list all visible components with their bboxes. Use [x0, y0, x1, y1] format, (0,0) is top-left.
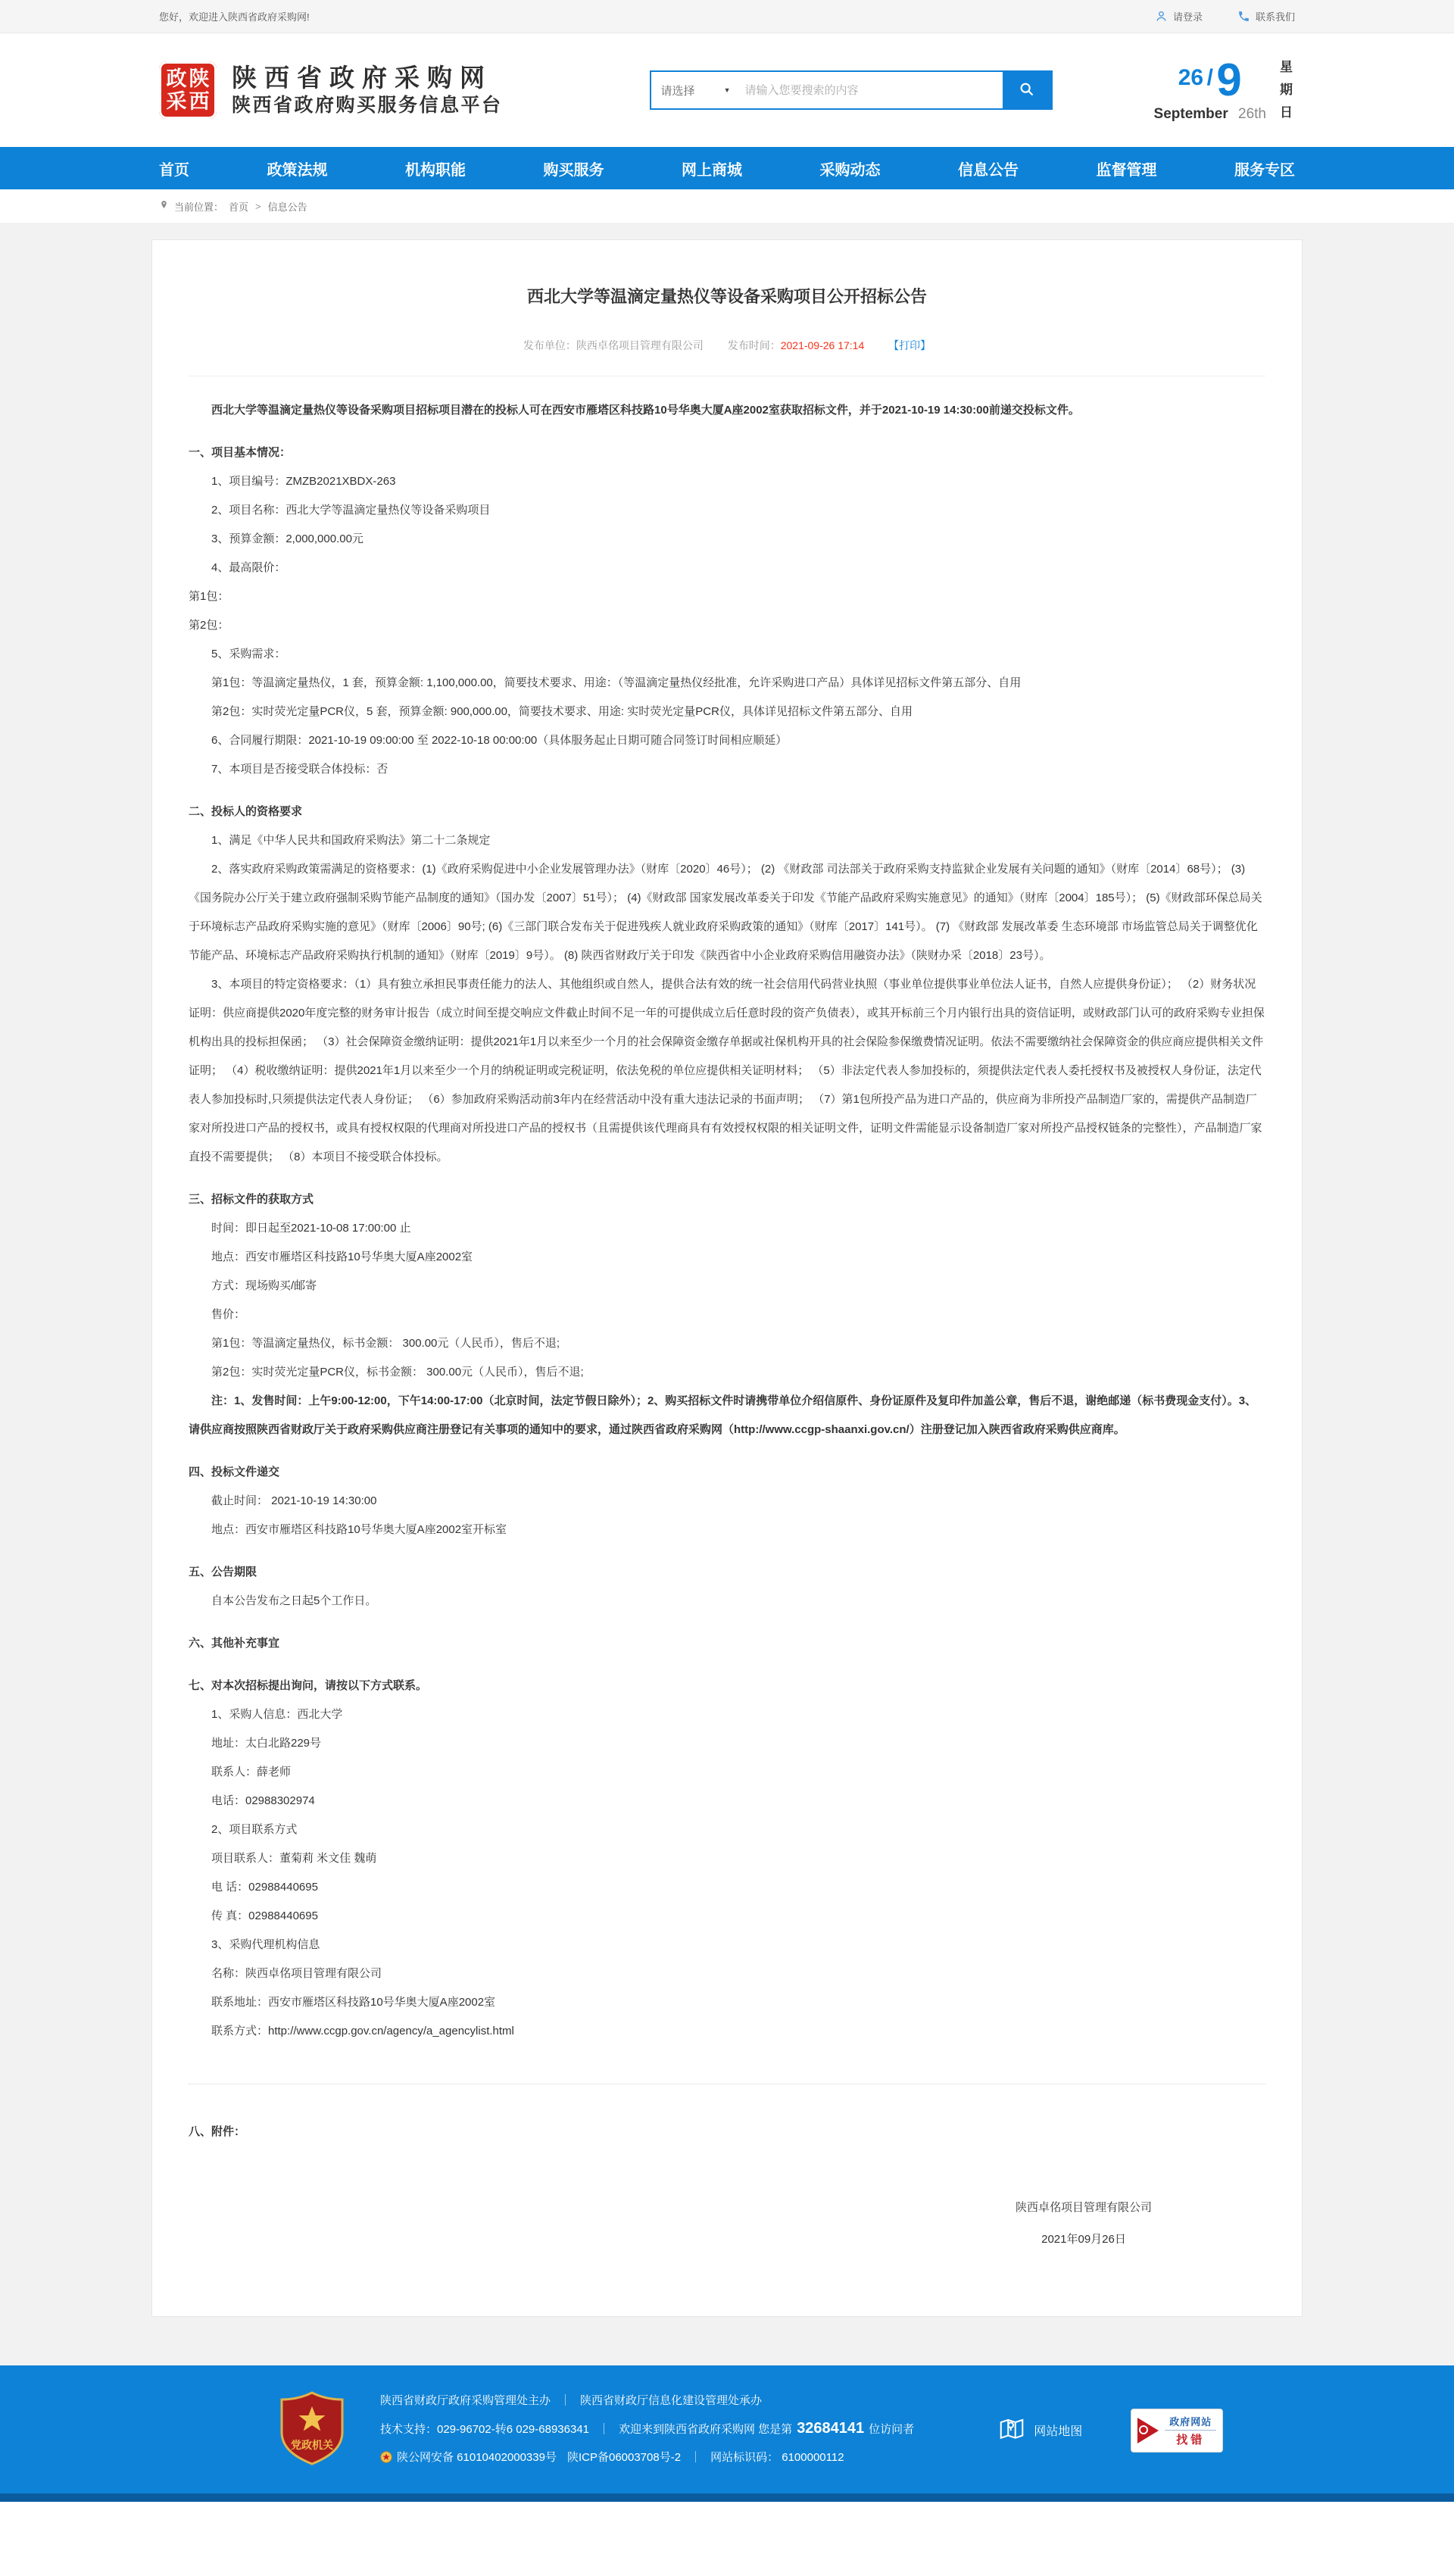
site-header: [0, 33, 1454, 147]
signature-block: [189, 2192, 1152, 2256]
breadcrumb-prefix: 当前位置：: [174, 201, 224, 213]
date-month-name: September: [1153, 106, 1228, 122]
article-paragraph: 第1包：等温滴定量热仪，1 套，预算金额: 1,100,000.00，简要技术要求、用途：（等温滴定量热仪经批准，允许采购进口产品）具体详见招标文件第五部分、自用: [211, 676, 1022, 689]
red-flag-magnifier-icon: [1137, 2418, 1159, 2443]
article-paragraph: 截止时间： 2021-10-19 14:30:00: [211, 1494, 377, 1507]
article-paragraph: 第2包：实时荧光定量PCR仪，标书金额： 300.00元（人民币），售后不退;: [211, 1366, 584, 1379]
article-paragraph: 方式：现场购买/邮寄: [211, 1279, 317, 1292]
nav-item[interactable]: 网上商城: [682, 161, 742, 179]
site-title: 陕西省政府采购网: [232, 63, 492, 92]
error-report-badge[interactable]: 政府网站 找错: [1131, 2409, 1223, 2453]
publisher-value: 陕西卓佲项目管理有限公司: [576, 339, 704, 351]
breadcrumb: 当前位置： 首页 > 信息公告: [159, 189, 1295, 223]
article-paragraph: 时间：即日起至2021-10-08 17:00:00 止: [211, 1222, 411, 1235]
search-bar: [650, 70, 1053, 110]
footer-bottom-strip: [0, 2493, 1454, 2502]
article-paragraph: 地址：太白北路229号: [211, 1737, 322, 1750]
article-paragraph: 六、其他补充事宜: [189, 1637, 280, 1650]
article-paragraph: 项目联系人：董菊莉 米文佳 魏萌: [211, 1852, 377, 1865]
party-gov-shield-icon: [279, 2391, 345, 2469]
article-paragraph: 八、附件：: [189, 2125, 246, 2138]
announcement-card: [151, 239, 1303, 2317]
article-paragraph: 2、项目名称：西北大学等温滴定量热仪等设备采购项目: [211, 504, 491, 517]
article-paragraph: 传 真：02988440695: [211, 1909, 318, 1922]
article-paragraph: 第1包：: [189, 590, 229, 603]
article-meta: [189, 338, 1265, 376]
publisher-label: 发布单位：: [523, 339, 576, 351]
article-paragraph: 第2包：: [189, 619, 229, 632]
article-paragraph: 地点：西安市雁塔区科技路10号华奥大厦A座2002室开标室: [211, 1523, 507, 1536]
signature-date: 2021年09月26日: [1041, 2233, 1126, 2246]
nav-item[interactable]: 信息公告: [958, 161, 1019, 179]
nav-item[interactable]: 政策法规: [267, 161, 328, 179]
article-paragraph: 第2包：实时荧光定量PCR仪，5 套，预算金额: 900,000.00，简要技术要求、用途: 实时荧光定量PCR仪，具体详见招标文件第五部分、自用: [211, 705, 913, 718]
article-paragraph: 联系方式：http://www.ccgp.gov.cn/agency/a_agencylist.html: [211, 2025, 514, 2037]
nav-item[interactable]: 服务专区: [1234, 161, 1295, 179]
page-title: 西北大学等温滴定量热仪等设备采购项目公开招标公告: [526, 287, 927, 306]
article-paragraph: 1、满足《中华人民共和国政府采购法》第二十二条规定: [211, 834, 491, 847]
date-widget: 26 / 9 September 26th 星期日: [1154, 56, 1295, 123]
main-area: [0, 223, 1454, 2365]
svg-text:党政机关: 党政机关: [291, 2439, 333, 2451]
nav-item[interactable]: 采购动态: [819, 161, 881, 179]
site-footer: [0, 2365, 1454, 2502]
signature-company: 陕西卓佲项目管理有限公司: [1015, 2201, 1152, 2214]
article-paragraph: 3、预算金额：2,000,000.00元: [211, 532, 364, 545]
nav-item[interactable]: 监督管理: [1096, 161, 1157, 179]
footer-line-2: 技术支持：029-96702-转6 029-68936341 ｜ 欢迎来到陕西省政府采购网 您是第 32684141 位访问者: [380, 2420, 915, 2437]
date-day: 26: [1178, 65, 1204, 90]
visitor-count: 32684141: [797, 2420, 865, 2437]
article-paragraph: 3、采购代理机构信息: [211, 1938, 320, 1951]
article-paragraph: 三、招标文件的获取方式: [189, 1193, 314, 1206]
nav-item[interactable]: 购买服务: [543, 161, 604, 179]
article-paragraph: 联系人：薛老师: [211, 1766, 292, 1778]
site-logo: 政 陕 采 西: [159, 61, 217, 119]
welcome-text: 您好，欢迎进入陕西省政府采购网!: [159, 11, 310, 23]
date-month: 9: [1216, 55, 1242, 105]
nav-item[interactable]: 机构职能: [405, 161, 466, 179]
footer-info: [380, 2387, 914, 2474]
article-paragraph: 2、落实政府采购政策需满足的资格要求：(1)《政府采购促进中小企业发展管理办法》（财库〔2020〕46号）； (2) 《财政部 司法部关于政府采购支持监狱企业发展有关问题的通知》（财库〔2014〕68号）； (3)《国务院办公厅关于建立政府强制采购节能产品制度的通知》（国办发〔2007〕51号）； (4)《财政部 国家发展改革委关于印发《节能产品政府采购实施意见》的通知》（财库〔2004〕185号）； (5)《财政部环保总局关于环境标志产品政府采购实施的意见》（财库〔2006〕90号; (6)《三部门联合发布关于促进残疾人就业政府采购政策的通知》（财库〔2017〕141号）。 (7) 《财政部 发展改革委 生态环境部 市场监管总局关于调整优化节能产品、环境标志产品政府采购执行机制的通知》（财库〔2019〕9号）。 (8) 陕西省财政厅关于印发《陕西省中小企业政府采购信用融资办法》（陕财办采〔2018〕23号）。: [189, 863, 1262, 962]
article-paragraph: 二、投标人的资格要求: [189, 805, 303, 818]
article-paragraph: 3、本项目的特定资格要求：（1）具有独立承担民事责任能力的法人、其他组织或自然人，提供合法有效的统一社会信用代码营业执照（事业单位提供事业单位法人证书，自然人应提供身份证）； （2）财务状况证明：供应商提供2020年度完整的财务审计报告（成立时间至提交响应文件截止时间不足一年的可提供成立后任意时段的资产负债表），或其开标前三个月内银行出具的资信证明，或财政部门认可的政府采购专业担保机构出具的投标担保函； （3）社会保障资金缴纳证明：提供2021年1月以来至少一个月的社会保障资金缴存单据或社保机构开具的社会保险参保缴费情况证明。依法不需要缴纳社会保障资金的供应商应提供相关文件证明； （4）税收缴纳证明：提供2021年1月以来至少一个月的纳税证明或完税证明，依法免税的单位应提供相关证明材料； （5）非法定代表人参加投标的，须提供法定代表人委托授权书及被授权人身份证，法定代表人参加投标时,只须提供法定代表人身份证； （6）参加政府采购活动前3年内在经营活动中没有重大违法记录的书面声明； （7）第1包所投产品为进口产品的，供应商为非所投产品制造厂家的，需提供产品制造厂家对所投进口产品的授权书，或具有授权权限的代理商对所投进口产品的授权书（且需提供该代理商具有有效授权权限的相关证明文件，证明文件需能显示设备制造厂家对所投产品授权链条的完整性），产品制造厂家直投不需要提供； （8）本项目不接受联合体投标。: [189, 978, 1265, 1163]
article-paragraph: 1、采购人信息：西北大学: [211, 1708, 343, 1721]
article-paragraph: 电话：02988302974: [211, 1794, 315, 1807]
search-input[interactable]: [741, 72, 1003, 108]
date-ordinal: 26th: [1238, 106, 1266, 122]
breadcrumb-current: 信息公告: [267, 201, 307, 213]
police-badge-icon: [380, 2446, 392, 2474]
article-paragraph: 2、项目联系方式: [211, 1823, 298, 1836]
publish-time-label: 发布时间：: [727, 339, 781, 351]
search-icon: [1019, 81, 1035, 100]
nav-item[interactable]: 首页: [159, 161, 189, 179]
phone-icon: [1237, 10, 1250, 23]
sitemap-link[interactable]: 网站地图: [997, 2414, 1082, 2446]
article-paragraph: 四、投标文件递交: [189, 1466, 280, 1478]
article-paragraph: 五、公告期限: [189, 1566, 257, 1578]
article-paragraph: 名称：陕西卓佲项目管理有限公司: [211, 1967, 382, 1980]
map-icon: [997, 2414, 1026, 2446]
article-paragraph: 6、合同履行期限：2021-10-19 09:00:00 至 2022-10-18 00:00:00（具体服务起止日期可随合同签订时间相应顺延）: [211, 734, 788, 747]
date-weekday: 星期日: [1279, 60, 1293, 120]
breadcrumb-bar: [0, 189, 1454, 223]
beian-number: 陕公网安备 61010402000339号: [397, 2451, 557, 2464]
icp-number: 陕ICP备06003708号-2: [566, 2451, 682, 2464]
publish-time-value: 2021-09-26 17:14: [780, 339, 865, 351]
article-paragraph: 5、采购需求：: [211, 648, 286, 660]
article-paragraph: 1、项目编号：ZMZB2021XBDX-263: [211, 475, 396, 488]
article-paragraph: 售价：: [211, 1308, 246, 1321]
main-nav: [0, 147, 1454, 189]
footer-line-1: 陕西省财政厅政府采购管理处主办 ｜ 陕西省财政厅信息化建设管理处承办: [380, 2394, 763, 2407]
article-paragraph: 联系地址：西安市雁塔区科技路10号华奥大厦A座2002室: [211, 1996, 496, 2009]
article-paragraph: 4、最高限价：: [211, 561, 286, 574]
footer-line-3: 陕公网安备 61010402000339号 陕ICP备06003708号-2 ｜ 网站标识码： 6100000112: [380, 2443, 914, 2474]
article-paragraph: 第1包：等温滴定量热仪，标书金额： 300.00元（人民币），售后不退;: [211, 1337, 560, 1350]
login-link[interactable]: 请登录: [1155, 9, 1203, 23]
article-paragraph: 一、项目基本情况：: [189, 446, 292, 459]
contact-link[interactable]: 联系我们: [1237, 9, 1295, 23]
user-icon: [1155, 10, 1168, 23]
site-subtitle: 陕西省政府购买服务信息平台: [232, 94, 503, 116]
site-id-code: 网站标识码： 6100000112: [710, 2451, 844, 2464]
breadcrumb-home[interactable]: 首页: [229, 201, 249, 213]
article-paragraph: 7、本项目是否接受联合体投标：否: [211, 763, 388, 776]
topbar: [0, 0, 1454, 33]
article-paragraph: 地点：西安市雁塔区科技路10号华奥大厦A座2002室: [211, 1251, 473, 1263]
site-brand: [159, 61, 503, 119]
article-paragraph: 注：1、发售时间：上午9:00-12:00，下午14:00-17:00（北京时间，法定节假日除外）；2、购买招标文件时请携带单位介绍信原件、身份证原件及复印件加盖公章，售后不退，谢绝邮递（标书费现金支付）。3、请供应商按照陕西省财政厅关于政府采购供应商注册登记有关事项的通知中的要求，通过陕西省政府采购网（http://www.ccgp-shaanxi.gov.cn/）注册登记加入陕西省政府采购供应商库。: [189, 1394, 1257, 1436]
chevron-down-icon: ▼: [723, 86, 731, 94]
article-paragraph: 西北大学等温滴定量热仪等设备采购项目招标项目潜在的投标人可在西安市雁塔区科技路10号华奥大厦A座2002室获取招标文件，并于2021-10-19 14:30:00前递交投标文件。: [211, 404, 1080, 417]
article-paragraph: 电 话：02988440695: [211, 1881, 318, 1894]
location-pin-icon: [159, 199, 169, 213]
article-body: [189, 396, 1265, 2147]
search-button[interactable]: [1003, 72, 1051, 108]
article-paragraph: 自本公告发布之日起5个工作日。: [211, 1594, 377, 1607]
article-paragraph: 七、对本次招标提出询问，请按以下方式联系。: [189, 1679, 428, 1692]
search-category-select[interactable]: 请选择 ▼: [660, 84, 731, 98]
print-button[interactable]: 【打印】: [888, 339, 931, 351]
